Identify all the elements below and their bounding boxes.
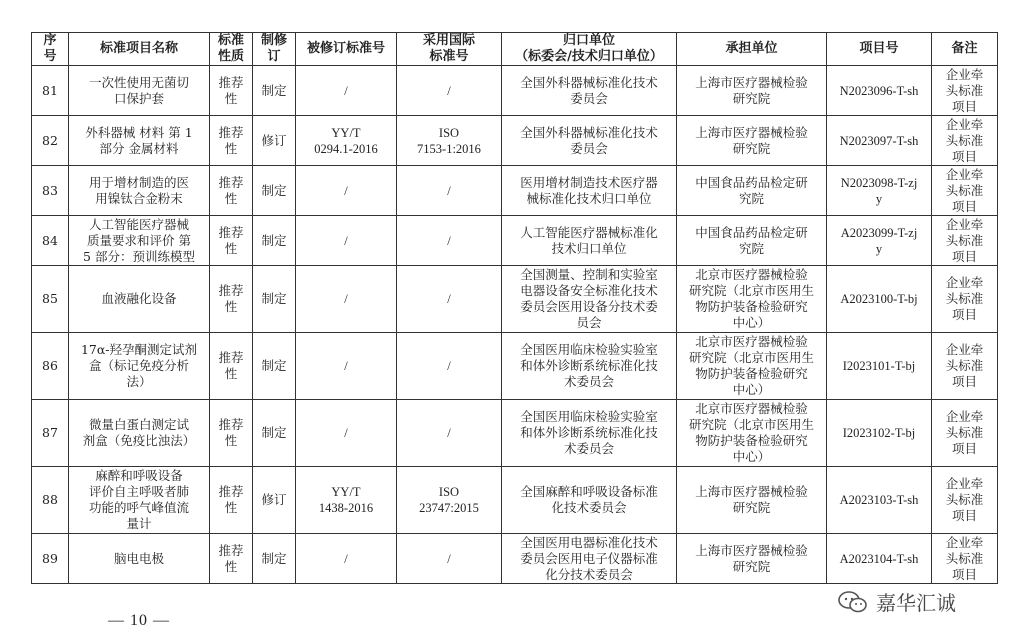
header-cell: 采用国际 标准号 (397, 33, 502, 66)
header-cell: 归口单位 （标委会/技术归口单位） (502, 33, 677, 66)
intl-std-cell: / (397, 266, 502, 333)
undertaker-cell: 上海市医疗器械检验 研究院 (677, 467, 827, 534)
project-number-cell: A2023103-T-sh (827, 467, 932, 534)
table-row (32, 534, 998, 584)
seq-cell: 87 (32, 400, 69, 467)
nature-cell: 推荐 性 (210, 400, 253, 467)
remark-cell: 企业牵 头标准 项目 (932, 534, 998, 584)
seq-cell: 84 (32, 216, 69, 266)
name-cell: 微量白蛋白测定试 剂盒（免疫比浊法） (69, 400, 210, 467)
name-cell: 脑电电极 (69, 534, 210, 584)
watermark (838, 587, 956, 616)
table-row (32, 66, 998, 116)
header-cell: 制修 订 (253, 33, 296, 66)
revised-std-cell: / (296, 66, 397, 116)
seq-cell: 83 (32, 166, 69, 216)
watermark-text: 嘉华汇诚 (876, 591, 956, 615)
header-cell: 标准 性质 (210, 33, 253, 66)
table-row (32, 467, 998, 534)
revised-std-cell: / (296, 534, 397, 584)
project-number-cell: A2023100-T-bj (827, 266, 932, 333)
seq-cell: 82 (32, 116, 69, 166)
remark-cell: 企业牵 头标准 项目 (932, 467, 998, 534)
nature-cell: 推荐 性 (210, 266, 253, 333)
name-cell: 用于增材制造的医 用镍钛合金粉末 (69, 166, 210, 216)
remark-cell: 企业牵 头标准 项目 (932, 216, 998, 266)
nature-cell: 推荐 性 (210, 166, 253, 216)
remark-cell: 企业牵 头标准 项目 (932, 266, 998, 333)
nature-cell: 推荐 性 (210, 333, 253, 400)
type-cell: 制定 (253, 266, 296, 333)
name-cell: 17α-羟孕酮测定试剂 盒（标记免疫分析 法） (69, 333, 210, 400)
name-cell: 人工智能医疗器械 质量要求和评价 第 5 部分：预训练模型 (69, 216, 210, 266)
project-number-cell: I2023102-T-bj (827, 400, 932, 467)
header-cell: 序 号 (32, 33, 69, 66)
name-cell: 外科器械 材料 第 1 部分 金属材料 (69, 116, 210, 166)
intl-std-cell: / (397, 534, 502, 584)
header-cell: 备注 (932, 33, 998, 66)
unit-cell: 全国外科器械标准化技术 委员会 (502, 116, 677, 166)
undertaker-cell: 上海市医疗器械检验 研究院 (677, 534, 827, 584)
intl-std-cell: / (397, 400, 502, 467)
type-cell: 制定 (253, 534, 296, 584)
nature-cell: 推荐 性 (210, 216, 253, 266)
project-number-cell: N2023097-T-sh (827, 116, 932, 166)
project-number-cell: N2023096-T-sh (827, 66, 932, 116)
intl-std-cell: ISO 23747:2015 (397, 467, 502, 534)
type-cell: 修订 (253, 467, 296, 534)
undertaker-cell: 北京市医疗器械检验 研究院（北京市医用生 物防护装备检验研究 中心） (677, 266, 827, 333)
table-row (32, 266, 998, 333)
table-row (32, 216, 998, 266)
project-number-cell: A2023099-T-zj y (827, 216, 932, 266)
remark-cell: 企业牵 头标准 项目 (932, 116, 998, 166)
project-number-cell: A2023104-T-sh (827, 534, 932, 584)
type-cell: 制定 (253, 66, 296, 116)
type-cell: 修订 (253, 116, 296, 166)
project-number-cell: N2023098-T-zj y (827, 166, 932, 216)
intl-std-cell: / (397, 216, 502, 266)
table-row (32, 166, 998, 216)
unit-cell: 人工智能医疗器械标准化 技术归口单位 (502, 216, 677, 266)
header-cell: 被修订标准号 (296, 33, 397, 66)
unit-cell: 全国医用临床检验实验室 和体外诊断系统标准化技 术委员会 (502, 400, 677, 467)
remark-cell: 企业牵 头标准 项目 (932, 333, 998, 400)
table-row (32, 116, 998, 166)
revised-std-cell: YY/T 0294.1-2016 (296, 116, 397, 166)
undertaker-cell: 北京市医疗器械检验 研究院（北京市医用生 物防护装备检验研究 中心） (677, 400, 827, 467)
nature-cell: 推荐 性 (210, 116, 253, 166)
seq-cell: 81 (32, 66, 69, 116)
type-cell: 制定 (253, 333, 296, 400)
revised-std-cell: / (296, 333, 397, 400)
header-cell: 项目号 (827, 33, 932, 66)
table-header-row (32, 33, 998, 66)
intl-std-cell: / (397, 66, 502, 116)
header-cell: 标准项目名称 (69, 33, 210, 66)
intl-std-cell: / (397, 166, 502, 216)
unit-cell: 全国医用电器标准化技术 委员会医用电子仪器标准 化分技术委员会 (502, 534, 677, 584)
undertaker-cell: 上海市医疗器械检验 研究院 (677, 116, 827, 166)
undertaker-cell: 中国食品药品检定研 究院 (677, 216, 827, 266)
name-cell: 一次性使用无菌切 口保护套 (69, 66, 210, 116)
unit-cell: 全国外科器械标准化技术 委员会 (502, 66, 677, 116)
seq-cell: 86 (32, 333, 69, 400)
project-number-cell: I2023101-T-bj (827, 333, 932, 400)
nature-cell: 推荐 性 (210, 467, 253, 534)
seq-cell: 85 (32, 266, 69, 333)
unit-cell: 全国麻醉和呼吸设备标准 化技术委员会 (502, 467, 677, 534)
remark-cell: 企业牵 头标准 项目 (932, 166, 998, 216)
intl-std-cell: / (397, 333, 502, 400)
undertaker-cell: 北京市医疗器械检验 研究院（北京市医用生 物防护装备检验研究 中心） (677, 333, 827, 400)
nature-cell: 推荐 性 (210, 66, 253, 116)
name-cell: 麻醉和呼吸设备 评价自主呼吸者肺 功能的呼气峰值流 量计 (69, 467, 210, 534)
type-cell: 制定 (253, 166, 296, 216)
unit-cell: 全国测量、控制和实验室 电器设备安全标准化技术 委员会医用设备分技术委 员会 (502, 266, 677, 333)
revised-std-cell: YY/T 1438-2016 (296, 467, 397, 534)
nature-cell: 推荐 性 (210, 534, 253, 584)
type-cell: 制定 (253, 216, 296, 266)
table-row (32, 333, 998, 400)
page-number: — 10 — (108, 612, 170, 629)
type-cell: 制定 (253, 400, 296, 467)
header-cell: 承担单位 (677, 33, 827, 66)
revised-std-cell: / (296, 400, 397, 467)
remark-cell: 企业牵 头标准 项目 (932, 400, 998, 467)
intl-std-cell: ISO 7153-1:2016 (397, 116, 502, 166)
revised-std-cell: / (296, 166, 397, 216)
remark-cell: 企业牵 头标准 项目 (932, 66, 998, 116)
revised-std-cell: / (296, 216, 397, 266)
undertaker-cell: 中国食品药品检定研 究院 (677, 166, 827, 216)
seq-cell: 89 (32, 534, 69, 584)
unit-cell: 全国医用临床检验实验室 和体外诊断系统标准化技 术委员会 (502, 333, 677, 400)
undertaker-cell: 上海市医疗器械检验 研究院 (677, 66, 827, 116)
standards-table (31, 32, 998, 584)
wechat-icon (838, 590, 868, 614)
seq-cell: 88 (32, 467, 69, 534)
name-cell: 血液融化设备 (69, 266, 210, 333)
revised-std-cell: / (296, 266, 397, 333)
unit-cell: 医用增材制造技术医疗器 械标准化技术归口单位 (502, 166, 677, 216)
table-row (32, 400, 998, 467)
